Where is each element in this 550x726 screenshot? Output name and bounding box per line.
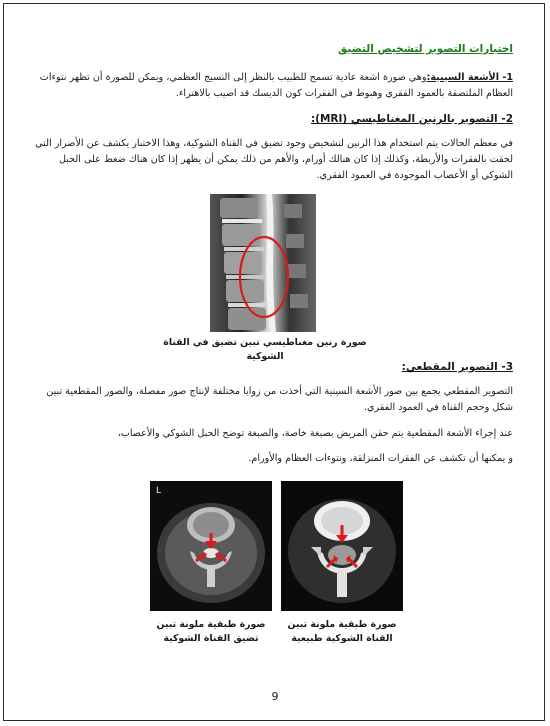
ct-caption-normal-line-2: القناة الشوكية طبيعية	[291, 633, 393, 644]
ct-stenosis-illustration	[150, 481, 272, 611]
section-3-paragraph-1: التصوير المقطعي يجمع بين صور الأشعة السينية التي أخذت من زوايا مختلفة لإنتاج صور مفصلة، والصور المقطعية تبين شكل وحجم القناة في العمود الفقري.	[46, 386, 513, 413]
section-2-text: في معظم الحالات يتم استخدام هذا الرنين لتشخيص وجود تضيق في القناة الشوكية، وهذا الاختبار يكشف عن الأضرار التي لحقت بالفقرات والأربطة، وكذلك إذا كان هنالك أورام، والأهم من ذلك يمكن أن يظهر إذا كان هناك ضغط على الحبل الشوكي أو الأعصاب الموجودة في العمود الفقري.	[35, 138, 513, 181]
ct-image-normal	[281, 481, 403, 611]
mri-caption: صورة رنين مغناطيسي تبين تضيق في القناة الشوكية	[163, 337, 367, 362]
section-1-paragraph	[35, 70, 513, 102]
section-3-heading: 3- التصوير المقطعي:	[401, 361, 513, 373]
mri-image	[210, 194, 316, 332]
ct-image-stenosis	[150, 481, 272, 611]
ct-caption-stenosis-line-2: تضيق القناة الشوكية	[163, 633, 259, 644]
page-title: اختبارات التصوير لتشخيص التضيق	[337, 43, 513, 55]
section-1-text: وهي صورة اشعة عادية تسمح للطبيب بالنظر إلى النسيج العظمي، ويمكن للصورة أن تظهر نتوءات العظام الملتصقة بالعمود الفقري وهبوط في الفقرات كون الديسك قد اصيب بالاهتراء.	[39, 72, 513, 99]
ct-caption-normal-line-1: صورة طبقية ملونة تبين	[287, 619, 397, 630]
ct-normal-illustration	[281, 481, 403, 611]
ct-orientation-marker: L	[156, 486, 162, 496]
ct-caption-stenosis	[150, 618, 272, 646]
page-number: 9	[271, 690, 279, 703]
section-3-paragraph-2: عند إجراء الأشعة المقطعية يتم حقن المريض بصبغة خاصة، والصبغة توضح الحبل الشوكي والأعصاب،	[117, 428, 513, 439]
section-1-heading: 1- الأشعة السينية:	[426, 72, 513, 83]
mri-illustration	[210, 194, 316, 332]
ct-caption-normal	[281, 618, 403, 646]
ct-caption-stenosis-line-1: صورة طبقية ملونة تبين	[156, 619, 266, 630]
section-2-heading: 2- التصوير بالرنين المغناطيسي (MRI):	[310, 113, 513, 125]
section-3-paragraph-3: و يمكنها أن تكشف عن الفقرات المنزلقة، ونتوءات العظام والأورام.	[248, 453, 513, 464]
